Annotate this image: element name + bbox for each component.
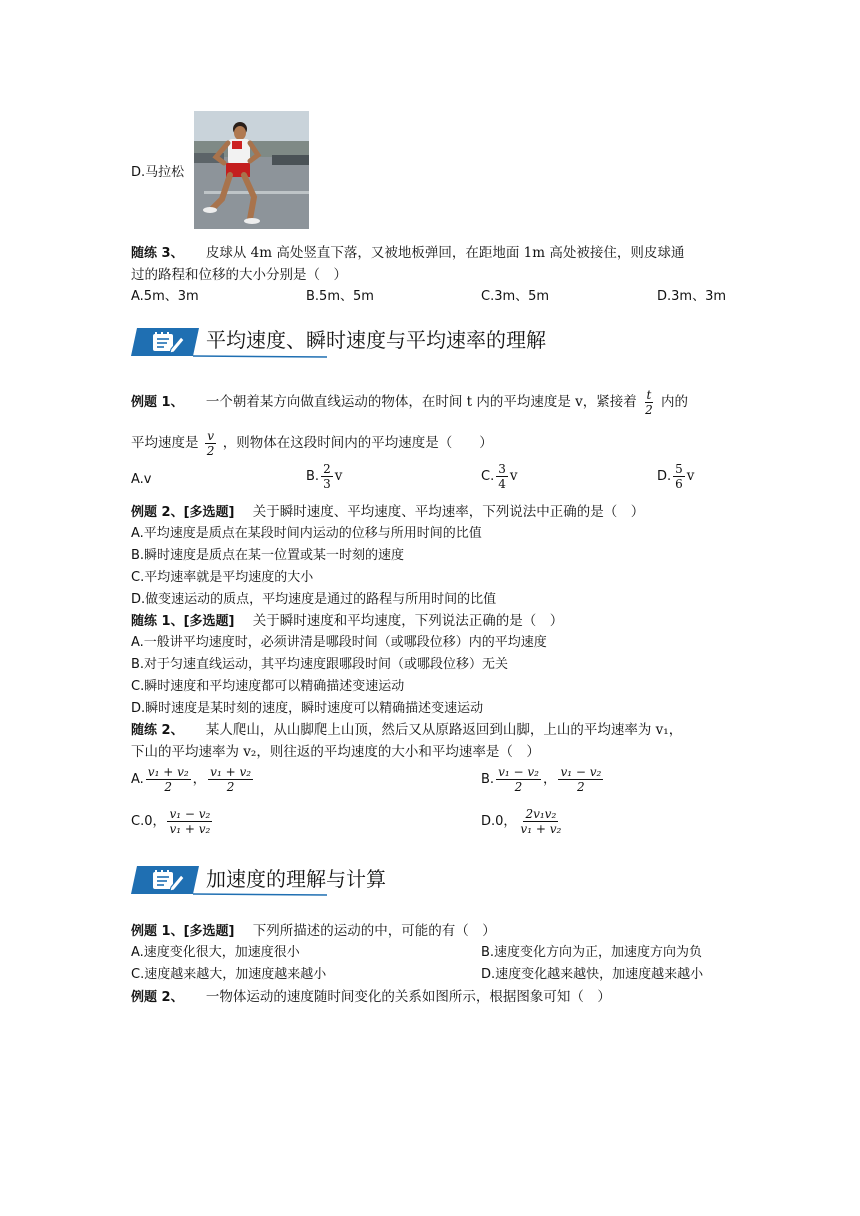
practice1-option-d: D.瞬时速度是某时刻的速度，瞬时速度可以精确描述变速运动 (131, 701, 484, 716)
option-prefix: C. (481, 469, 495, 484)
practice3-text2: 过的路程和位移的大小分别是（ ） (131, 267, 347, 283)
fraction-t-over-2 (643, 388, 655, 417)
option-prefix: A. (131, 772, 144, 787)
practice2-text1: 某人爬山，从山脚爬上山顶，然后又从原路返回到山脚，上山的平均速率为 v₁， (205, 722, 683, 738)
option-suffix: v (686, 468, 695, 484)
fraction-denominator: 2 (206, 444, 215, 458)
practice2-label: 随练 2、 (131, 723, 184, 738)
section-title-average-velocity: 平均速度、瞬时速度与平均速率的理解 (206, 328, 546, 352)
option-suffix: v (509, 468, 518, 484)
option-fraction (558, 765, 603, 794)
example1-text2-start: 平均速度是 (131, 435, 199, 451)
fraction-numerator: t (646, 388, 652, 402)
option-fraction (496, 462, 508, 491)
accel-example2-label: 例题 2、 (131, 990, 184, 1005)
fraction-denominator: 2 (645, 403, 653, 417)
practice1-text: 关于瞬时速度和平均速度，下列说法正确的是（ ） (252, 613, 564, 629)
fraction-denominator: 2 (226, 780, 235, 794)
option-separator: ， (542, 771, 557, 787)
fraction-numerator: v₁ − v₂ (169, 807, 211, 821)
accel-example1-label: 例题 1、[多选题] (131, 924, 235, 939)
example2-text: 关于瞬时速度、平均速度、平均速率，下列说法中正确的是（ ） (252, 504, 645, 520)
practice2-line1 (131, 720, 682, 741)
fraction-v-over-2 (205, 429, 217, 458)
option-prefix: D. (657, 469, 672, 484)
fraction-numerator: v₁ − v₂ (498, 765, 539, 779)
practice3-option-c: C.3m、5m (481, 289, 550, 304)
option-fraction (321, 462, 333, 491)
option-prefix: D.0， (481, 814, 517, 829)
option-d-marathon: D.马拉松 (131, 165, 185, 180)
practice3-option-b: B.5m、5m (306, 289, 374, 304)
example1-line1 (131, 388, 688, 417)
marathon-runner-photo (194, 111, 309, 229)
practice1-line (131, 611, 563, 632)
option-fraction (146, 765, 191, 794)
fraction-denominator: 4 (498, 477, 506, 491)
practice3-option-a: A.5m、3m (131, 289, 199, 304)
fraction-numerator: 2v₁v₂ (525, 807, 557, 821)
option-prefix: B. (306, 469, 320, 484)
fraction-denominator: 2 (164, 780, 173, 794)
example1-option-c (481, 462, 518, 491)
practice3-option-d: D.3m、3m (657, 289, 727, 304)
fraction-numerator: 2 (323, 462, 331, 476)
practice3-label: 随练 3、 (131, 246, 184, 261)
practice3-line1 (131, 243, 684, 264)
practice2-option-b (481, 765, 605, 794)
fraction-numerator: v₁ + v₂ (210, 765, 252, 779)
fraction-numerator: v₁ + v₂ (147, 765, 189, 779)
example1-option-a: A.v (131, 472, 152, 487)
practice2-option-c (131, 807, 214, 836)
option-separator: ， (192, 771, 207, 787)
practice1-option-a: A.一般讲平均速度时，必须讲清是哪段时间（或哪段位移）内的平均速度 (131, 635, 547, 650)
fraction-denominator: 2 (514, 780, 523, 794)
fraction-denominator: 6 (675, 477, 683, 491)
fraction-numerator: v₁ − v₂ (560, 765, 602, 779)
example1-text1-end: 内的 (661, 394, 689, 410)
option-prefix: B. (481, 772, 495, 787)
accel-example1-option-a: A.速度变化很大，加速度很小 (131, 945, 300, 960)
practice3-text1: 皮球从 4m 高处竖直下落，又被地板弹回，在距地面 1m 高处被接住，则皮球通 (205, 245, 685, 261)
example1-line2 (131, 429, 493, 458)
example1-text1: 一个朝着某方向做直线运动的物体，在时间 t 内的平均速度是 v，紧接着 (205, 394, 637, 410)
example2-option-c: C.平均速率就是平均速度的大小 (131, 570, 314, 585)
example2-option-d: D.做变速运动的质点，平均速度是通过的路程与所用时间的比值 (131, 592, 497, 607)
section-title-acceleration: 加速度的理解与计算 (206, 867, 386, 891)
example1-text2-end: ，则物体在这段时间内的平均速度是（ ） (222, 435, 493, 451)
practice1-option-b: B.对于匀速直线运动，其平均速度跟哪段时间（或哪段位移）无关 (131, 657, 509, 672)
option-prefix: C.0， (131, 814, 166, 829)
accel-example1-option-d: D.速度变化越来越快，加速度越来越小 (481, 967, 704, 982)
fraction-denominator: 2 (577, 780, 585, 794)
practice1-label: 随练 1、[多选题] (131, 614, 235, 629)
accel-example1-option-b: B.速度变化方向为正，加速度方向为负 (481, 945, 703, 960)
option-fraction (518, 807, 563, 836)
option-fraction (167, 807, 212, 836)
practice2-text2: 下山的平均速率为 v₂，则往返的平均速度的大小和平均速率是（ ） (131, 744, 540, 760)
fraction-numerator: 5 (675, 462, 683, 476)
option-suffix: v (334, 468, 343, 484)
fraction-numerator: 3 (498, 462, 506, 476)
example2-line (131, 502, 644, 523)
option-fraction (673, 462, 685, 491)
practice2-option-d (481, 807, 565, 836)
accel-example2-line (131, 987, 611, 1008)
runner-image (194, 111, 309, 229)
fraction-denominator: 3 (323, 477, 331, 491)
accel-example1-text: 下列所描述的运动的中，可能的有（ ） (252, 923, 496, 939)
example1-option-b (306, 462, 342, 491)
example1-option-d (657, 462, 694, 491)
example2-option-a: A.平均速度是质点在某段时间内运动的位移与所用时间的比值 (131, 526, 482, 541)
option-fraction (496, 765, 541, 794)
option-fraction (208, 765, 253, 794)
fraction-numerator: v (207, 429, 214, 443)
fraction-denominator: v₁ + v₂ (169, 822, 211, 836)
accel-example1-option-c: C.速度越来越大，加速度越来越小 (131, 967, 327, 982)
accel-example1-line (131, 921, 496, 942)
practice2-option-a (131, 765, 255, 794)
fraction-denominator: v₁ + v₂ (520, 822, 562, 836)
example2-label: 例题 2、[多选题] (131, 505, 235, 520)
example2-option-b: B.瞬时速度是质点在某一位置或某一时刻的速度 (131, 548, 405, 563)
practice1-option-c: C.瞬时速度和平均速度都可以精确描述变速运动 (131, 679, 405, 694)
accel-example2-text: 一物体运动的速度随时间变化的关系如图所示，根据图象可知（ ） (205, 989, 611, 1005)
example1-label: 例题 1、 (131, 395, 184, 410)
